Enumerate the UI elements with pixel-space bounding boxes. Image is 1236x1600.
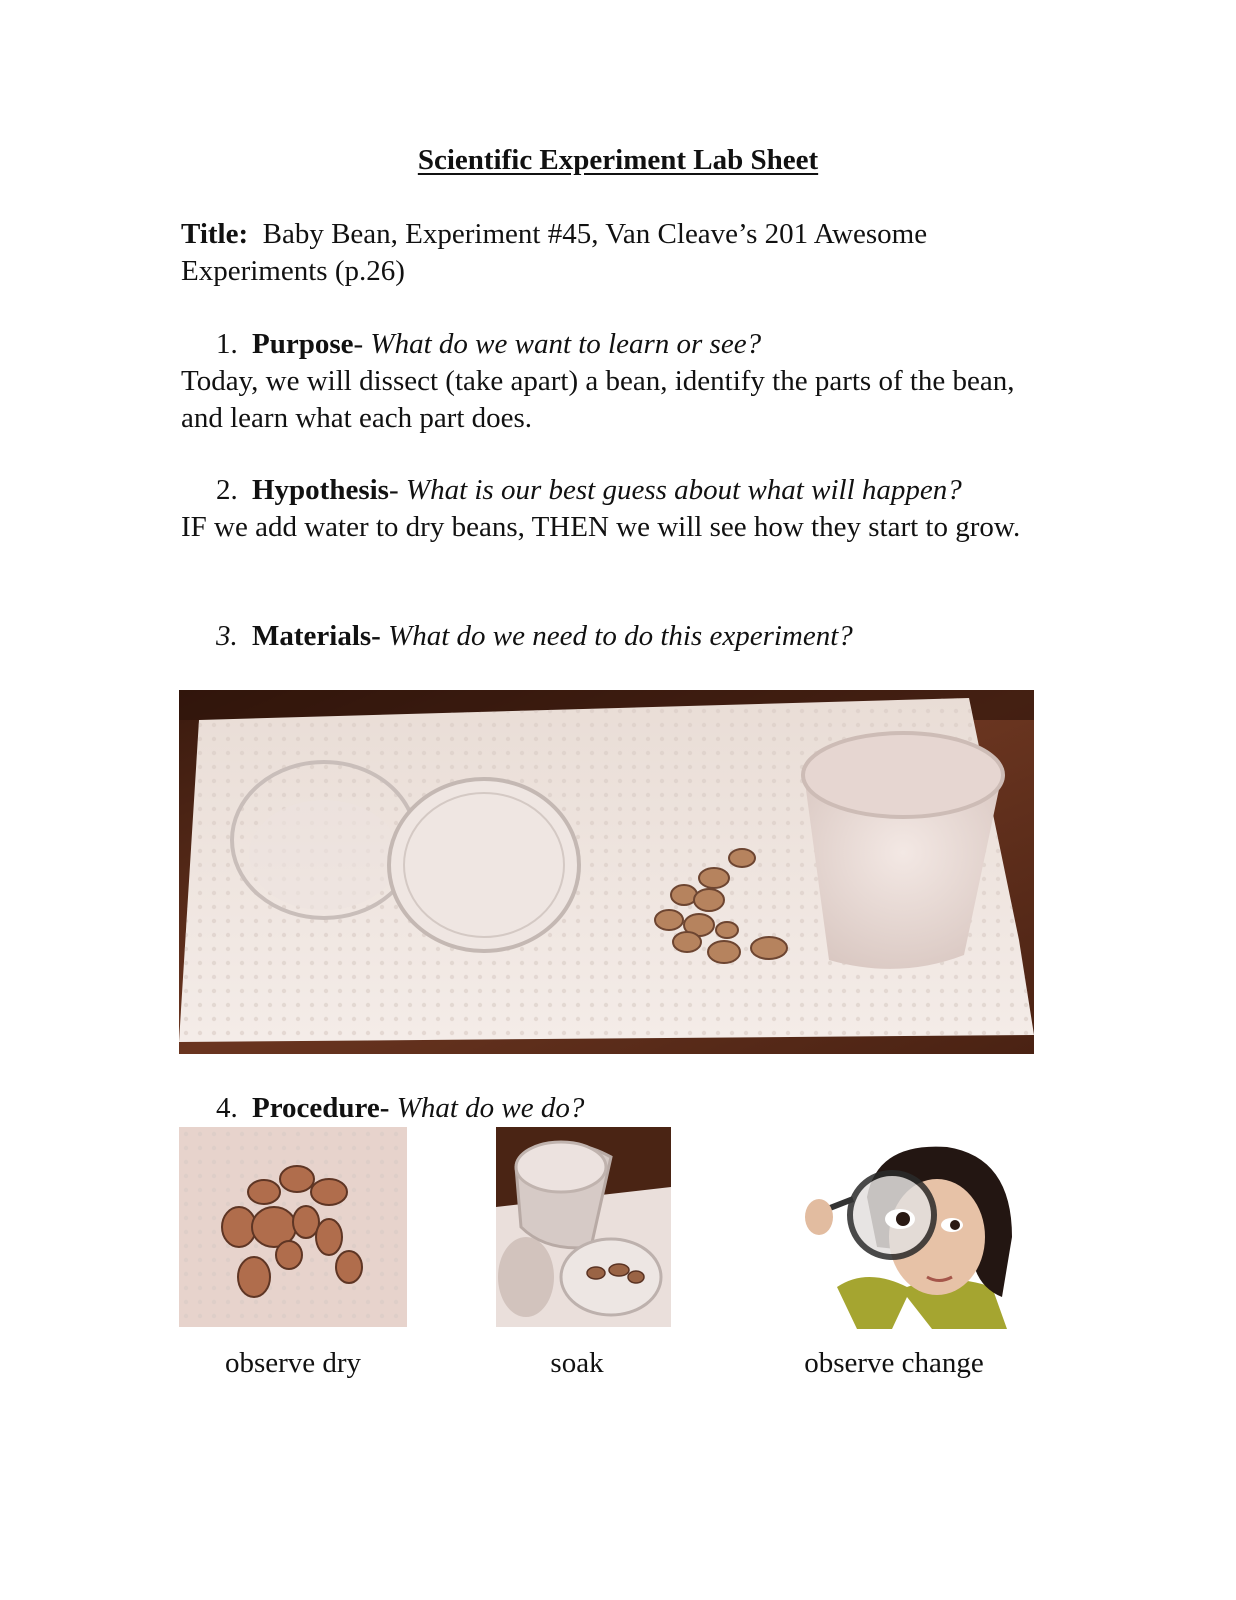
section-purpose-heading <box>216 326 761 363</box>
section-procedure-heading <box>216 1090 584 1127</box>
section-number: 3. <box>216 620 238 652</box>
section-separator: - <box>353 328 364 360</box>
step-caption: observe dry <box>224 1347 362 1379</box>
soak-photo <box>496 1127 671 1327</box>
step-caption: observe change <box>804 1347 984 1379</box>
title-label: Title: <box>181 218 249 250</box>
section-heading: Materials- <box>252 620 381 652</box>
section-number: 2. <box>216 474 238 506</box>
materials-photo <box>179 690 1034 1054</box>
section-number: 4. <box>216 1092 238 1124</box>
step-caption: soak <box>550 1347 604 1379</box>
section-question: What do we do? <box>396 1092 585 1124</box>
section-question: What is our best guess about what will happen? <box>405 474 962 506</box>
section-question: What do we want to learn or see? <box>370 328 762 360</box>
observe-change-photo <box>797 1137 1019 1329</box>
dry-beans-photo <box>179 1127 407 1327</box>
section-hypothesis-heading <box>216 472 962 509</box>
section-purpose-body: Today, we will dissect (take apart) a bean, identify the parts of the bean, and learn what each part does. <box>181 365 1015 434</box>
section-number: 1. <box>216 328 238 360</box>
section-heading: Hypothesis <box>252 474 389 506</box>
section-materials-heading <box>216 618 853 655</box>
section-separator: - <box>388 474 399 506</box>
page-title: Scientific Experiment Lab Sheet <box>417 144 819 176</box>
title-text: Baby Bean, Experiment #45, Van Cleave’s 201 Awesome Experiments (p.26) <box>181 218 928 287</box>
section-heading: Procedure- <box>252 1092 390 1124</box>
section-heading: Purpose <box>252 328 354 360</box>
title-line <box>181 216 1061 290</box>
section-question: What do we need to do this experiment? <box>388 620 853 652</box>
section-hypothesis-body: IF we add water to dry beans, THEN we will see how they start to grow. <box>181 511 1021 543</box>
